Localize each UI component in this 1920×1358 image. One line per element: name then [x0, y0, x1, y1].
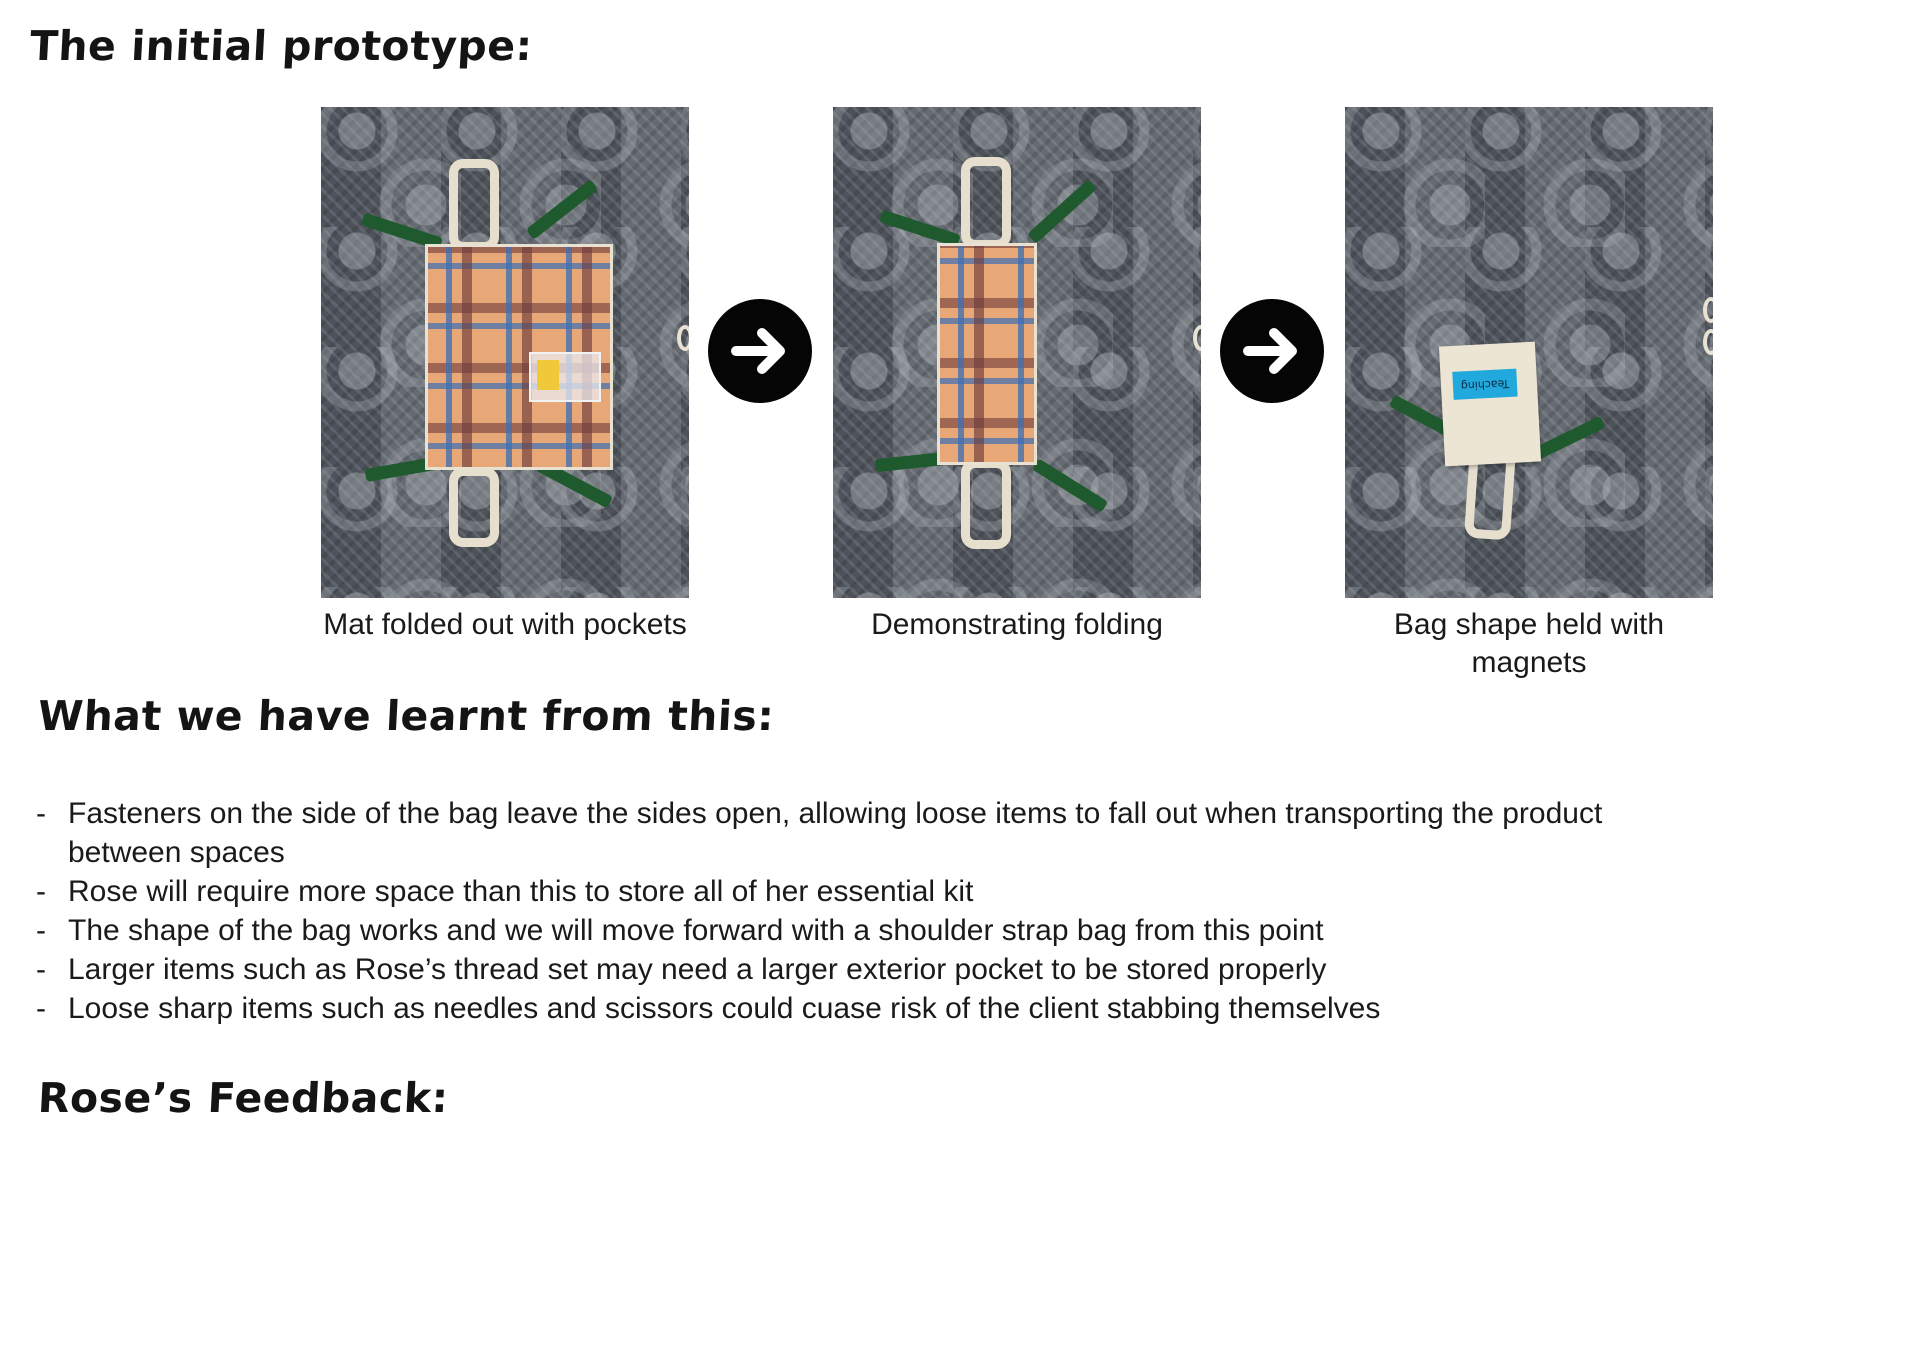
arrow-right-icon: [1220, 299, 1324, 403]
ribbon: [879, 210, 961, 248]
learnt-list: [36, 794, 1826, 1028]
list-item-line-1: Fasteners on the side of the bag leave the sides open, allowing loose items to fall out when transporting the product: [68, 797, 1603, 830]
pocket-contents: [537, 360, 559, 390]
caption-step-3: [1279, 606, 1779, 682]
list-dash: -: [36, 992, 46, 1025]
section-heading-prototype: The initial prototype:: [28, 22, 534, 70]
list-item: [36, 911, 1826, 950]
ribbon: [526, 179, 599, 240]
list-dash: -: [36, 875, 46, 908]
plaid-mat-folded: [937, 243, 1037, 465]
ribbon: [1032, 458, 1108, 512]
list-dash: -: [36, 914, 46, 947]
caption-step-3-line-1: Bag shape held with: [1393, 608, 1665, 641]
caption-step-1: Mat folded out with pockets: [323, 608, 687, 641]
list-item-text: Rose will require more space than this to store all of her essential kit: [68, 875, 974, 908]
clear-pocket: [529, 352, 601, 402]
photo-mat-unfolded: [321, 107, 689, 598]
photo-mat-folding: [833, 107, 1201, 598]
arrow-right-icon: [708, 299, 812, 403]
list-item-text: The shape of the bag works and we will move forward with a shoulder strap bag from this point: [68, 914, 1324, 947]
magnet-ring: [1193, 325, 1201, 351]
list-item-text: Loose sharp items such as needles and scissors could cuase risk of the client stabbing themselves: [68, 992, 1381, 1025]
bag-label: Teaching: [1452, 369, 1517, 400]
list-item: [36, 794, 1826, 872]
photo-bag-shape: [1345, 107, 1713, 598]
folded-bag: [1439, 342, 1541, 467]
section-heading-feedback: Rose’s Feedback:: [36, 1074, 450, 1122]
list-item: [36, 872, 1826, 911]
list-item-line-2: between spaces: [68, 836, 285, 869]
magnet-ring: [677, 325, 689, 351]
list-item: [36, 950, 1826, 989]
bottom-strap: [961, 459, 1011, 549]
bottom-strap: [449, 467, 499, 547]
caption-step-3-line-2: magnets: [1471, 646, 1587, 679]
ribbon: [1027, 179, 1097, 244]
list-dash: -: [36, 953, 46, 986]
list-item: [36, 989, 1826, 1028]
magnet-ring: [1703, 329, 1713, 355]
list-dash: -: [36, 797, 46, 830]
list-item-text: Larger items such as Rose’s thread set may need a larger exterior pocket to be stored properly: [68, 953, 1327, 986]
magnet-ring: [1703, 297, 1713, 323]
top-strap: [961, 157, 1011, 249]
caption-step-2: Demonstrating folding: [871, 608, 1163, 641]
section-heading-learnt: What we have learnt from this:: [36, 692, 776, 740]
top-strap: [449, 159, 499, 251]
